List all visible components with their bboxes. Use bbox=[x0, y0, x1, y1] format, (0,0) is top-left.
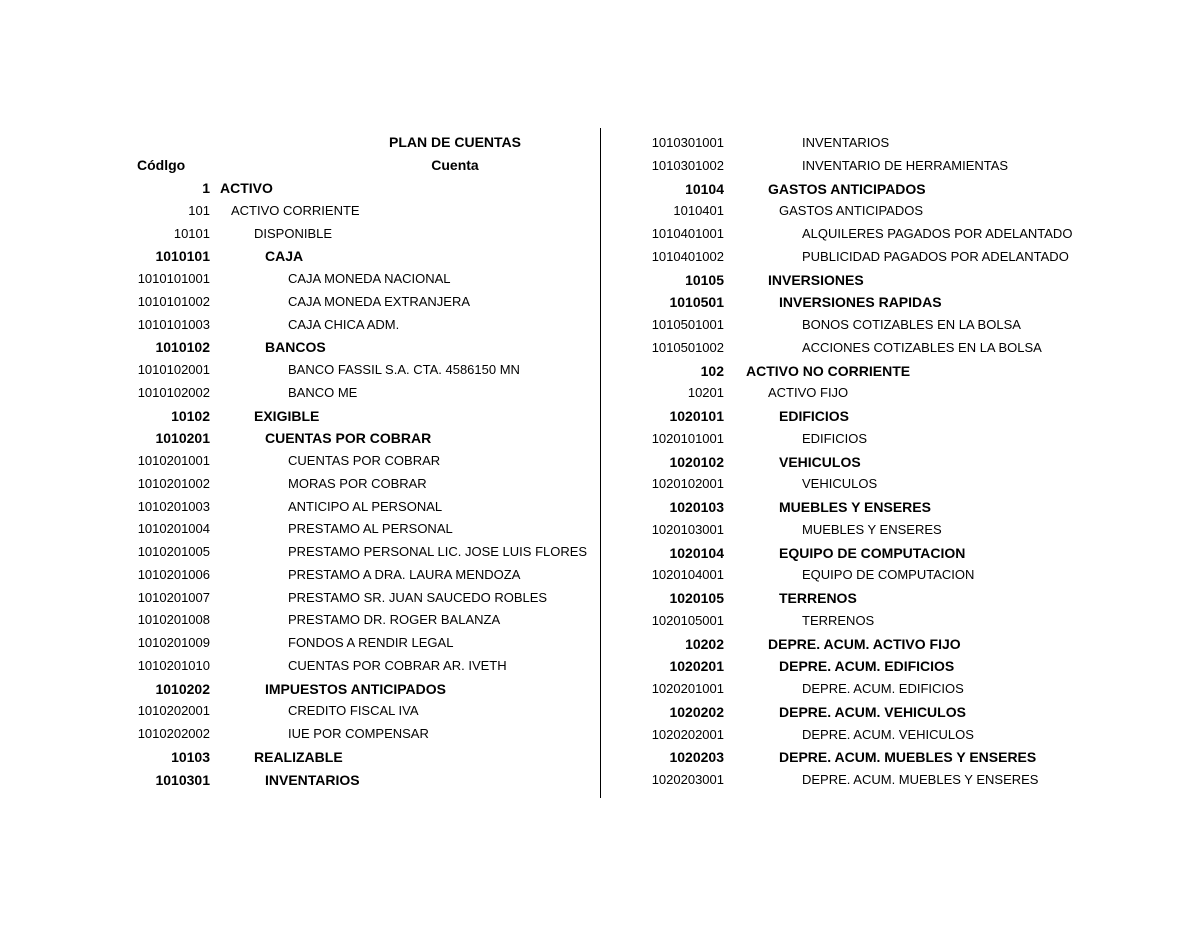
account-name: CREDITO FISCAL IVA bbox=[288, 703, 419, 719]
account-code: 10201 bbox=[687, 385, 724, 401]
account-name: TERRENOS bbox=[779, 590, 857, 606]
account-name: VEHICULOS bbox=[779, 453, 861, 470]
account-code: 1010201 bbox=[155, 430, 210, 447]
account-name: DEPRE. ACUM. EDIFICIOS bbox=[802, 681, 964, 696]
account-code: 101 bbox=[188, 202, 210, 218]
account-name: ACTIVO bbox=[220, 180, 273, 196]
account-code: 1020105 bbox=[669, 590, 724, 606]
account-name: DISPONIBLE bbox=[254, 225, 333, 241]
account-code: 1010202 bbox=[155, 680, 210, 697]
account-code: 1010201005 bbox=[137, 544, 210, 559]
account-name: PRESTAMO AL PERSONAL bbox=[288, 521, 453, 537]
account-name: CUENTAS POR COBRAR bbox=[265, 430, 432, 447]
account-name: IMPUESTOS ANTICIPADOS bbox=[265, 680, 446, 697]
account-code: 1020101 bbox=[669, 408, 724, 424]
account-code: 1010201010 bbox=[137, 657, 210, 673]
account-name: BANCOS bbox=[265, 339, 326, 356]
account-code: 1010201008 bbox=[137, 612, 210, 628]
account-name: PRESTAMO A DRA. LAURA MENDOZA bbox=[288, 566, 521, 582]
account-code: 10101 bbox=[173, 225, 210, 241]
account-name: DEPRE. ACUM. EDIFICIOS bbox=[779, 658, 955, 675]
account-code: 1010401 bbox=[673, 203, 724, 219]
account-name: PRESTAMO SR. JUAN SAUCEDO ROBLES bbox=[288, 589, 548, 605]
account-name: BANCO FASSIL S.A. CTA. 4586150 MN bbox=[288, 362, 520, 377]
account-code: 1010102001 bbox=[137, 362, 210, 377]
account-name: TERRENOS bbox=[802, 612, 875, 628]
account-name: BANCO ME bbox=[288, 384, 358, 400]
account-code: 1010201002 bbox=[137, 475, 210, 491]
page-title: PLAN DE CUENTAS bbox=[389, 134, 521, 150]
account-code: 1010201007 bbox=[137, 589, 210, 605]
account-code: 1010101003 bbox=[137, 316, 210, 332]
account-code: 1020202 bbox=[669, 703, 724, 720]
account-code: 1010101001 bbox=[137, 271, 210, 286]
account-name: DEPRE. ACUM. VEHICULOS bbox=[802, 726, 974, 742]
account-code: 1010501 bbox=[669, 294, 724, 311]
account-column-header: Cuenta bbox=[431, 157, 479, 173]
account-code: 10102 bbox=[171, 407, 210, 424]
account-name: ALQUILERES PAGADOS POR ADELANTADO bbox=[802, 226, 1073, 241]
account-code: 1010301001 bbox=[651, 135, 724, 150]
account-name: INVERSIONES bbox=[768, 271, 864, 288]
account-code: 1020104001 bbox=[651, 567, 724, 583]
account-name: ACTIVO FIJO bbox=[768, 385, 849, 401]
account-name: ANTICIPO AL PERSONAL bbox=[288, 498, 443, 514]
account-code: 1 bbox=[202, 180, 210, 196]
account-name: MUEBLES Y ENSERES bbox=[802, 521, 942, 537]
account-name: ACCIONES COTIZABLES EN LA BOLSA bbox=[802, 339, 1042, 355]
account-code: 1020202001 bbox=[651, 726, 724, 742]
account-code: 1020201001 bbox=[651, 681, 724, 696]
account-name: CUENTAS POR COBRAR AR. IVETH bbox=[288, 657, 507, 673]
account-name: CAJA CHICA ADM. bbox=[288, 316, 400, 332]
account-code: 1010401002 bbox=[651, 248, 724, 264]
account-name: FONDOS A RENDIR LEGAL bbox=[288, 635, 454, 650]
account-name: ACTIVO CORRIENTE bbox=[231, 202, 360, 218]
account-code: 1020105001 bbox=[651, 612, 724, 628]
account-code: 1020201 bbox=[669, 658, 724, 675]
account-name: PRESTAMO PERSONAL LIC. JOSE LUIS FLORES bbox=[288, 544, 588, 559]
account-name: CAJA MONEDA NACIONAL bbox=[288, 271, 451, 286]
account-name: MUEBLES Y ENSERES bbox=[779, 499, 931, 515]
account-name: EQUIPO DE COMPUTACION bbox=[802, 567, 975, 583]
account-code: 1020101001 bbox=[651, 430, 724, 446]
account-code: 1020102001 bbox=[651, 476, 724, 492]
account-name: EDIFICIOS bbox=[779, 408, 850, 424]
account-name: GASTOS ANTICIPADOS bbox=[768, 180, 926, 197]
account-code: 1020104 bbox=[669, 544, 724, 561]
account-name: BONOS COTIZABLES EN LA BOLSA bbox=[802, 317, 1021, 332]
account-code: 1010201006 bbox=[137, 566, 210, 582]
account-name: MORAS POR COBRAR bbox=[288, 475, 427, 491]
account-name: PUBLICIDAD PAGADOS POR ADELANTADO bbox=[802, 248, 1069, 264]
account-code: 1010201004 bbox=[137, 521, 210, 537]
account-code: 1010201001 bbox=[137, 453, 210, 468]
account-code: 10103 bbox=[171, 748, 210, 765]
account-name: CAJA bbox=[265, 248, 304, 265]
account-code: 102 bbox=[700, 362, 724, 379]
account-code: 1010301002 bbox=[651, 157, 724, 173]
account-code: 1010201009 bbox=[137, 635, 210, 650]
account-name: INVENTARIO DE HERRAMIENTAS bbox=[802, 157, 1009, 173]
column-divider bbox=[600, 128, 601, 798]
account-code: 1010102002 bbox=[137, 384, 210, 400]
account-code: 1010202002 bbox=[137, 726, 210, 741]
account-name: EDIFICIOS bbox=[802, 430, 868, 446]
account-name: EQUIPO DE COMPUTACION bbox=[779, 544, 966, 561]
account-name: REALIZABLE bbox=[254, 748, 343, 765]
account-code: 1010101 bbox=[155, 248, 210, 265]
account-name: IUE POR COMPENSAR bbox=[288, 726, 429, 741]
account-name: DEPRE. ACUM. VEHICULOS bbox=[779, 703, 966, 720]
account-name: VEHICULOS bbox=[802, 476, 878, 492]
account-name: INVERSIONES RAPIDAS bbox=[779, 294, 942, 311]
account-name: DEPRE. ACUM. ACTIVO FIJO bbox=[768, 635, 961, 652]
account-name: PRESTAMO DR. ROGER BALANZA bbox=[288, 612, 501, 628]
account-code: 1010301 bbox=[155, 771, 210, 788]
account-name: CAJA MONEDA EXTRANJERA bbox=[288, 293, 471, 309]
account-name: INVENTARIOS bbox=[265, 771, 360, 788]
account-code: 1020203 bbox=[669, 749, 724, 766]
account-code: 1020203001 bbox=[651, 772, 724, 787]
account-code: 1010101002 bbox=[137, 293, 210, 309]
account-name: ACTIVO NO CORRIENTE bbox=[746, 362, 911, 379]
account-code: 10105 bbox=[685, 271, 724, 288]
account-name: DEPRE. ACUM. MUEBLES Y ENSERES bbox=[802, 772, 1039, 787]
account-code: 1010201003 bbox=[137, 498, 210, 514]
account-code: 1010102 bbox=[155, 339, 210, 356]
account-name: EXIGIBLE bbox=[254, 407, 320, 424]
account-name: GASTOS ANTICIPADOS bbox=[779, 203, 923, 219]
account-code: 1010401001 bbox=[651, 226, 724, 241]
account-name: CUENTAS POR COBRAR bbox=[288, 453, 441, 468]
account-code: 1010501002 bbox=[651, 339, 724, 355]
account-code: 1010501001 bbox=[651, 317, 724, 332]
account-code: 1020103 bbox=[669, 499, 724, 515]
account-code: 1010202001 bbox=[137, 703, 210, 719]
account-code: 1020103001 bbox=[651, 521, 724, 537]
code-column-header: Códlgo bbox=[137, 157, 186, 173]
account-code: 10104 bbox=[685, 180, 724, 197]
account-code: 10202 bbox=[685, 635, 724, 652]
account-name: DEPRE. ACUM. MUEBLES Y ENSERES bbox=[779, 749, 1037, 766]
account-code: 1020102 bbox=[669, 453, 724, 470]
account-name: INVENTARIOS bbox=[802, 135, 890, 150]
